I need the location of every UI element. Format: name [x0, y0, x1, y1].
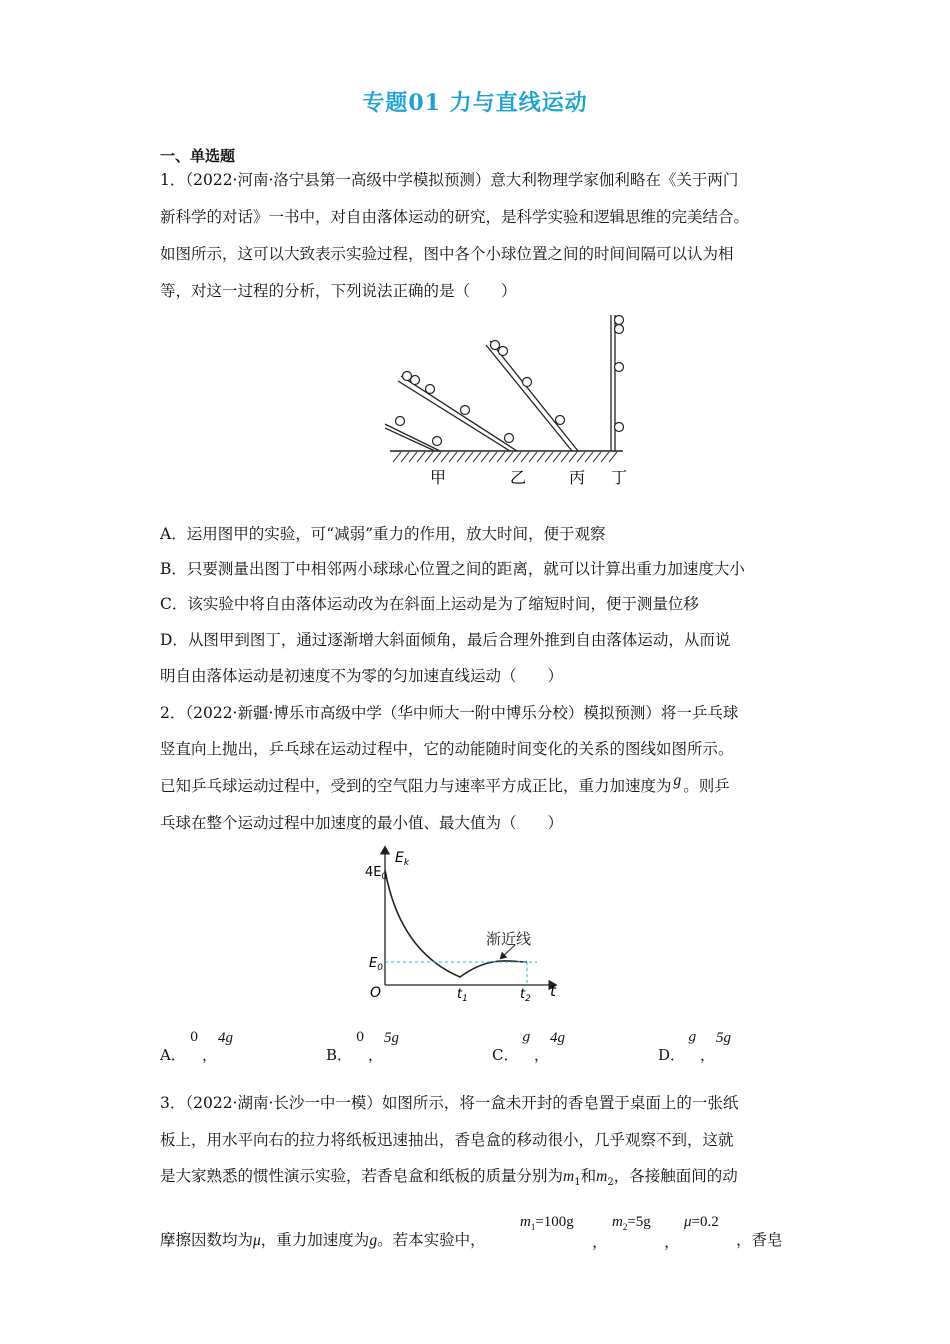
incline-jia: [385, 390, 440, 451]
q1-option-d: D．从图甲到图丁，通过逐渐增大斜面倾角，最后合理外推到自由落体运动，从而说: [160, 631, 731, 649]
q3-eq-m2: $m_2=5g$: [612, 1214, 651, 1232]
q3-line-3: 是大家熟悉的惯性演示实验，若香皂盒和纸板的质量分别为$m_1$和$m_2$，各接触面间的动: [160, 1167, 738, 1189]
label-bing: 丙: [569, 468, 586, 487]
e0-label: $E_0$: [369, 956, 383, 973]
asymptote-label: 渐近线: [486, 930, 532, 948]
q3-eq-mu: μ=0.2: [684, 1214, 719, 1230]
q2-line-4: 乓球在整个运动过程中加速度的最小值、最大值为（ ）: [160, 814, 564, 832]
q3-line-2: 板上，用水平向右的拉力将纸板迅速抽出，香皂盒的移动很小，几乎观察不到，这就: [160, 1131, 734, 1149]
q3-comma-1: ，: [592, 1234, 608, 1251]
t1-label: $t_1$: [457, 987, 468, 1004]
q2-energy-graph: [365, 840, 575, 1005]
t-axis-label: t: [550, 982, 556, 1000]
label-jia: 甲: [430, 468, 447, 487]
ek-label: $E_k$: [395, 850, 410, 868]
label-yi: 乙: [510, 468, 527, 487]
q1-option-d-cont: 明自由落体运动是初速度不为零的匀加速直线运动（ ）: [160, 667, 564, 685]
q1-option-b: B．只要测量出图丁中相邻两小球球心位置之间的距离，就可以计算出重力加速度大小: [160, 560, 745, 578]
section-heading: 一、单选题: [160, 147, 236, 165]
q3-line-4: 摩擦因数均为μ，重力加速度为g。若本实验中，: [160, 1231, 486, 1249]
q3-eq-m1: $m_1=100g$: [520, 1214, 574, 1232]
incline-ding: [611, 315, 615, 451]
q2-line-3: 已知乒乓球运动过程中，受到的空气阻力与速率平方成正比，重力加速度为 g 。则乒: [160, 772, 730, 795]
q1-line-1: 1．（2022·河南·洛宁县第一高级中学模拟预测）意大利物理学家伽利略在《关于两门: [160, 171, 739, 189]
label-ding: 丁: [611, 468, 628, 487]
q1-line-2: 新科学的对话》一书中，对自由落体运动的研究，是科学实验和逻辑思维的完美结合。: [160, 208, 750, 226]
q1-line-4: 等，对这一过程的分析，下列说法正确的是（ ）: [160, 282, 517, 300]
q3-line-1: 3．（2022·湖南·长沙一中一模）如图所示，将一盒未开封的香皂置于桌面上的一张纸: [160, 1094, 739, 1112]
page-title: 专题01 力与直线运动: [362, 90, 588, 116]
q1-line-3: 如图所示，这可以大致表示实验过程，图中各个小球位置之间的时间间隔可以认为相: [160, 245, 734, 263]
q3-line-4-end: ，香皂: [736, 1231, 783, 1249]
q2-line-1: 2．（2022·新疆·博乐市高级中学（华中师大一附中博乐分校）模拟预测）将一乒乓球: [160, 704, 739, 722]
incline-bing: [486, 341, 578, 451]
t2-label: $t_2$: [520, 987, 531, 1004]
q1-incline-figure: [385, 310, 635, 490]
q1-option-c: C．该实验中将自由落体运动改为在斜面上运动是为了缩短时间，便于测量位移: [160, 595, 699, 613]
origin-label: O: [370, 985, 382, 1001]
q1-option-a: A．运用图甲的实验，可“减弱”重力的作用，放大时间，便于观察: [160, 525, 606, 543]
q3-comma-2: ，: [664, 1234, 680, 1251]
q2-line-2: 竖直向上抛出，乒乓球在运动过程中，它的动能随时间变化的关系的图线如图所示。: [160, 740, 734, 758]
4e0-label: $4E_0$: [365, 865, 388, 882]
